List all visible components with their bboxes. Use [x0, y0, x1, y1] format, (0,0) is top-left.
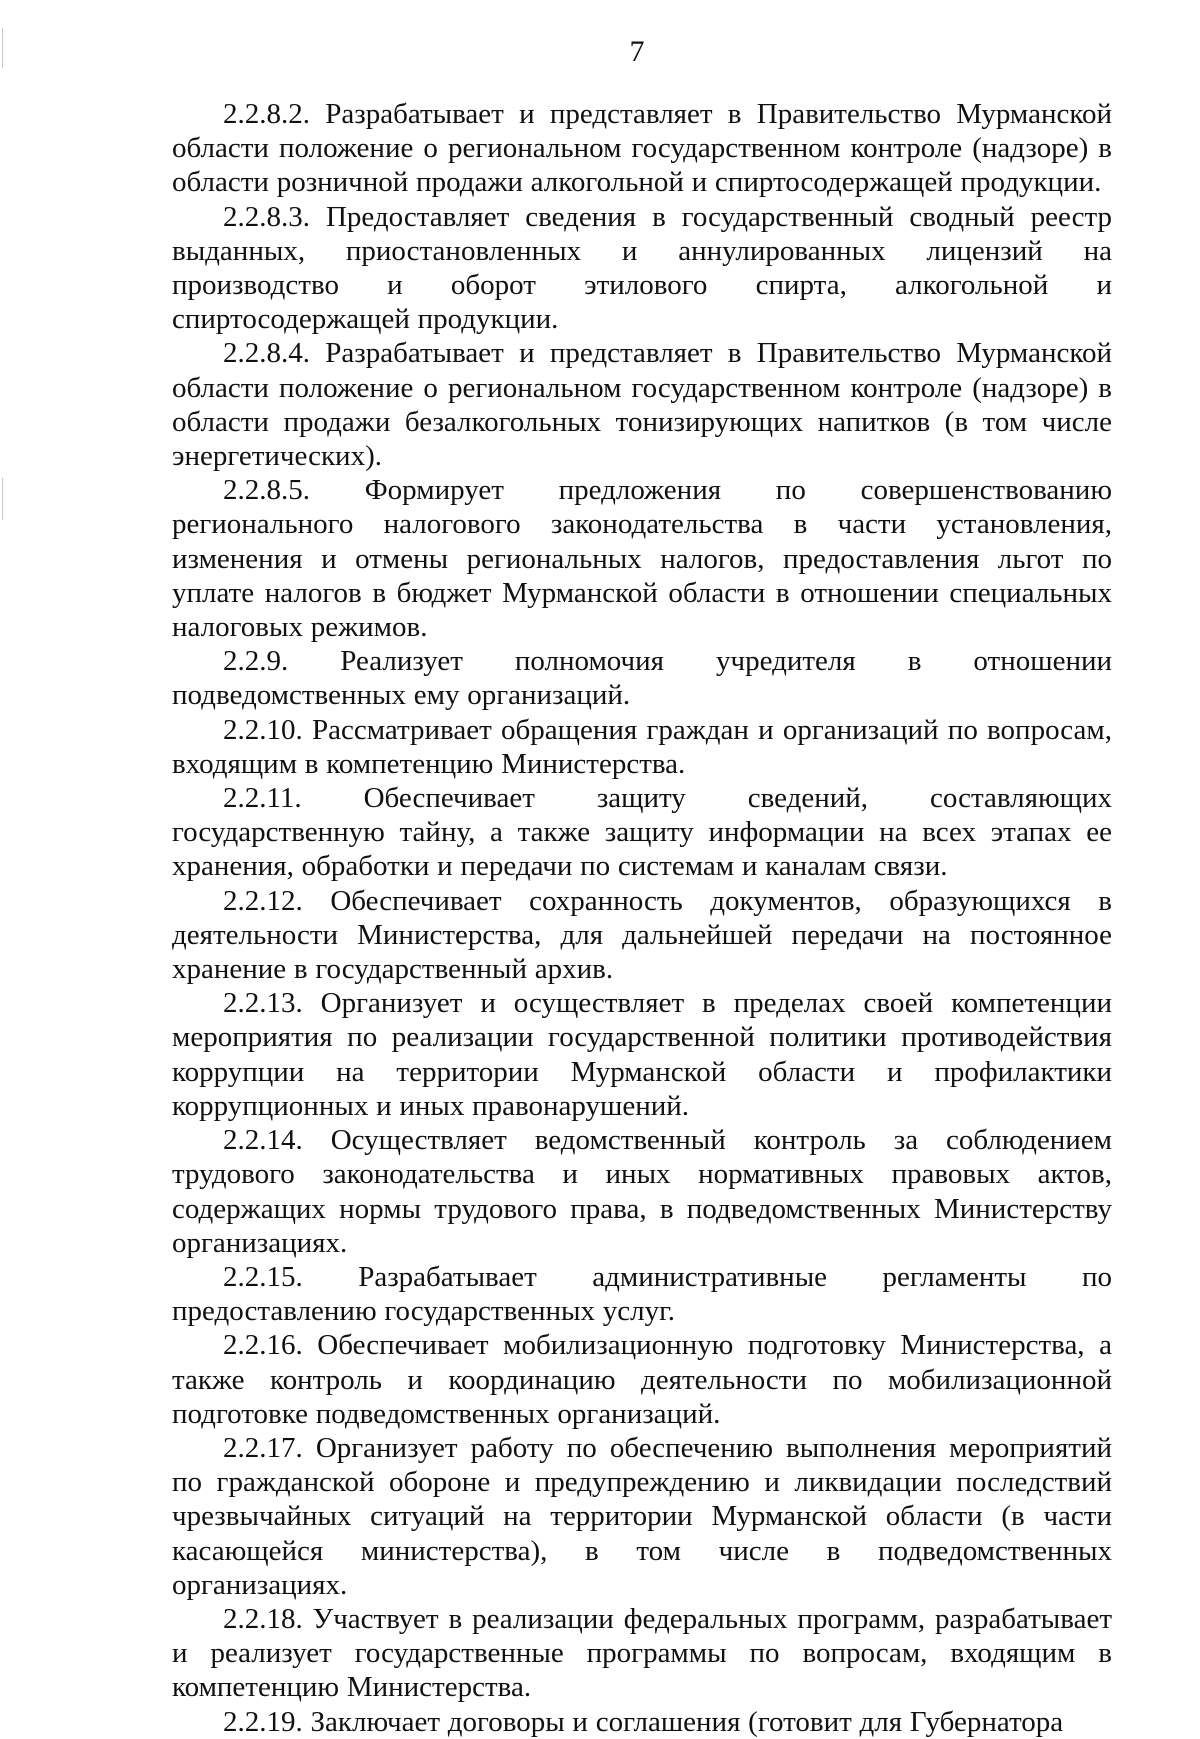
paragraph-2-2-13: 2.2.13. Организует и осуществляет в пределах своей компетенции мероприятия по реализации государственной политики противодействия коррупции на территории Мурманской области и профилактики коррупционных и иных правонарушений. [172, 987, 1112, 1122]
paragraph-2-2-8-5: 2.2.8.5. Формирует предложения по совершенствованию регионального налогового законодательства в части установления, изменения и отмены региональных налогов, предоставления льгот по уплате налогов в бюджет Мурманской области в отношении специальных налоговых режимов. [172, 474, 1112, 644]
paragraph-2-2-17: 2.2.17. Организует работу по обеспечению выполнения мероприятий по гражданской обороне и предупреждению и ликвидации последствий чрезвычайных ситуаций на территории Мурманской области (в части касающейся министерства), в том числе в подведомственных организациях. [172, 1431, 1112, 1601]
paragraph-2-2-9: 2.2.9. Реализует полномочия учредителя в отношении подведомственных ему организаций. [172, 645, 1112, 712]
paragraph-2-2-8-3: 2.2.8.3. Предоставляет сведения в государственный сводный реестр выданных, приостановленных и аннулированных лицензий на производство и оборот этилового спирта, алкогольной и спиртосодержащей продукции. [172, 200, 1112, 336]
paragraph-2-2-14: 2.2.14. Осуществляет ведомственный контроль за соблюдением трудового законодательства и иных нормативных правовых актов, содержащих нормы трудового права, в подведомственных Министерству организациях. [172, 1124, 1112, 1259]
paragraph-2-2-8-4: 2.2.8.4. Разрабатывает и представляет в Правительство Мурманской области положение о региональном государственном контроле (надзоре) в области продажи безалкогольных тонизирующих напитков (в том числе энергетических). [172, 337, 1112, 473]
paragraph-2-2-18: 2.2.18. Участвует в реализации федеральных программ, разрабатывает и реализует государственные программы по вопросам, входящим в компетенцию Министерства. [172, 1602, 1112, 1704]
page-number: 7 [629, 35, 645, 68]
paragraph-2-2-8-2: 2.2.8.2. Разрабатывает и представляет в Правительство Мурманской области положение о региональном государственном контроле (надзоре) в области розничной продажи алкогольной и спиртосодержащей продукции. [172, 98, 1112, 199]
paragraph-2-2-12: 2.2.12. Обеспечивает сохранность документов, образующихся в деятельности Министерства, для дальнейшей передачи на постоянное хранение в государственный архив. [172, 884, 1112, 986]
paragraph-2-2-11: 2.2.11. Обеспечивает защиту сведений, составляющих государственную тайну, а также защиту информации на всех этапах ее хранения, обработки и передачи по системам и каналам связи. [172, 782, 1112, 883]
paragraph-2-2-15: 2.2.15. Разрабатывает административные регламенты по предоставлению государственных услуг. [172, 1260, 1112, 1328]
document-body [172, 97, 1112, 1739]
scan-edge-mark [2, 478, 3, 520]
paragraph-2-2-19: 2.2.19. Заключает договоры и соглашения (готовит для Губернатора [223, 1705, 1064, 1738]
paragraph-2-2-10: 2.2.10. Рассматривает обращения граждан и организаций по вопросам, входящим в компетенцию Министерства. [172, 713, 1112, 780]
paragraph-2-2-16: 2.2.16. Обеспечивает мобилизационную подготовку Министерства, а также контроль и координацию деятельности по мобилизационной подготовке подведомственных организаций. [172, 1329, 1112, 1430]
